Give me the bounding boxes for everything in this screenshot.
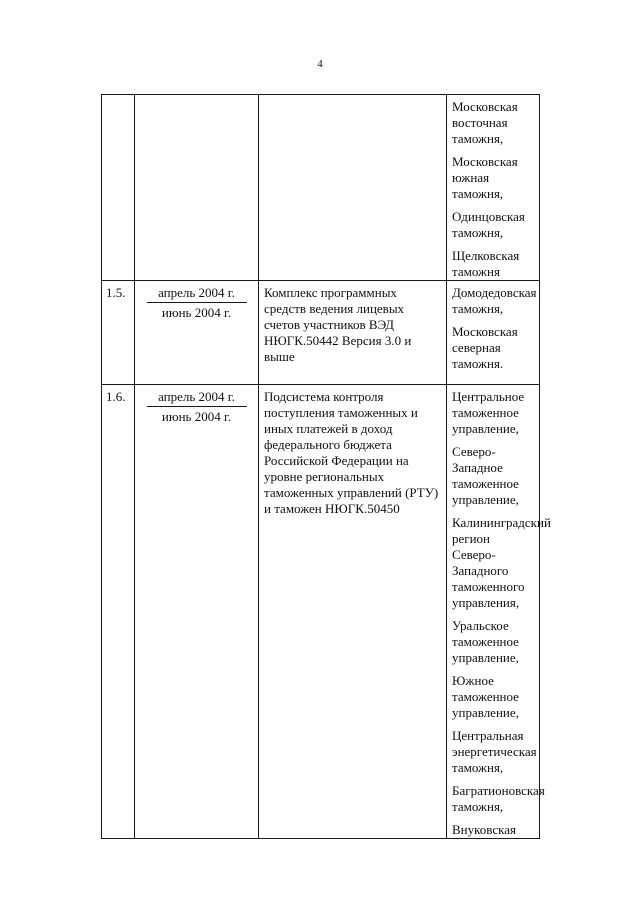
item-number-cell [102, 95, 135, 281]
customs-org: Московская восточная таможня, [452, 99, 518, 146]
deployment-table [101, 94, 551, 839]
customs-org: Щелковская таможня [452, 248, 520, 279]
customs-org-cell [447, 281, 540, 385]
customs-org: Калининградский регион Северо- Западного таможенного управления, [452, 515, 551, 610]
page-number: 4 [317, 58, 323, 70]
customs-org: Одинцовская таможня, [452, 209, 525, 240]
end-date: июнь 2004 г. [161, 305, 232, 320]
customs-org: Багратионовская таможня, [452, 783, 545, 814]
customs-org: Московская северная таможня. [452, 324, 518, 371]
date-cell [135, 95, 259, 281]
software-name: Комплекс программных средств ведения лицевых счетов участников ВЭД НЮГК.50442 Версия 3.0 и выше [259, 281, 447, 385]
start-date: апрель 2004 г. [147, 285, 247, 303]
start-date: апрель 2004 г. [147, 389, 247, 407]
customs-org: Южное таможенное управление, [452, 673, 519, 720]
table-row-1-5 [102, 281, 540, 385]
customs-org: Северо-Западное таможенное управление, [452, 444, 519, 507]
software-name: Подсистема контроля поступления таможенных и иных платежей в доход федерального бюджета Российской Федерации на уровне региональных таможенных управлений (РТУ) и таможен НЮГК.50450 [259, 385, 447, 839]
customs-org: Внуковская [452, 822, 516, 837]
customs-org: Домодедовская таможня, [452, 285, 537, 316]
table-row-1-6 [102, 385, 540, 839]
date-cell [135, 281, 259, 385]
customs-org: Московская южная таможня, [452, 154, 518, 201]
customs-org: Центральная энергетическая таможня, [452, 728, 537, 775]
item-number: 1.5. [102, 281, 135, 385]
end-date: июнь 2004 г. [161, 409, 232, 424]
customs-org-cell [447, 95, 540, 281]
item-number: 1.6. [102, 385, 135, 839]
software-name-cell [259, 95, 447, 281]
customs-org-cell [447, 385, 551, 839]
table-row-continuation [102, 95, 540, 281]
customs-org: Центральное таможенное управление, [452, 389, 525, 436]
date-cell [135, 385, 259, 839]
customs-org: Уральское таможенное управление, [452, 618, 519, 665]
